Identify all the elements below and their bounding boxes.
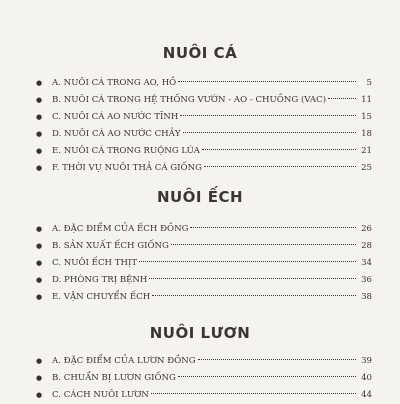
toc-item-page: 5 — [366, 78, 372, 88]
toc-item-page: 21 — [361, 146, 372, 156]
leader-dots — [180, 115, 356, 116]
leader-dots — [202, 149, 356, 150]
toc-item-label: A. ĐẶC ĐIỂM CỦA ẾCH ĐỒNG — [52, 224, 189, 234]
toc-item-page: 25 — [361, 163, 372, 173]
leader-dots — [149, 278, 356, 279]
leader-dots — [190, 227, 356, 228]
leader-dots — [183, 132, 356, 133]
bullet-icon: ● — [36, 96, 43, 104]
toc-item-page: 39 — [361, 356, 372, 366]
bullet-icon: ● — [36, 357, 43, 365]
bullet-icon: ● — [36, 242, 43, 250]
bullet-icon: ● — [36, 259, 43, 267]
section-title-nuoi-luon: NUÔI LƯƠN — [149, 324, 251, 342]
toc-item-label: C. NUÔI CÁ AO NƯỚC TĨNH — [52, 112, 179, 122]
toc-item-page: 28 — [361, 241, 372, 251]
bullet-icon: ● — [36, 374, 43, 382]
bullet-icon: ● — [36, 79, 43, 87]
leader-dots — [178, 81, 356, 82]
toc-item[interactable] — [36, 143, 372, 160]
toc-item[interactable] — [36, 126, 372, 143]
toc-item-page: 15 — [361, 112, 372, 122]
bullet-icon: ● — [36, 147, 43, 155]
bullet-icon: ● — [36, 391, 43, 399]
bullet-icon: ● — [36, 113, 43, 121]
section-title-nuoi-ca: NUÔI CÁ — [162, 44, 238, 62]
leader-dots — [152, 295, 356, 296]
bullet-icon: ● — [36, 130, 43, 138]
toc-list-nuoi-luon — [36, 353, 372, 404]
toc-item[interactable] — [36, 255, 372, 272]
leader-dots — [178, 376, 356, 377]
toc-item[interactable] — [36, 75, 372, 92]
toc-item[interactable] — [36, 387, 372, 404]
leader-dots — [204, 166, 356, 167]
toc-item-label: E. VẬN CHUYỂN ẾCH — [52, 292, 151, 302]
toc-item-label: C. NUÔI ẾCH THỊT — [52, 258, 138, 268]
toc-item-page: 36 — [361, 275, 372, 285]
toc-item[interactable] — [36, 289, 372, 306]
section-title-nuoi-ech: NUÔI ẾCH — [156, 188, 244, 206]
toc-item-label: B. NUÔI CÁ TRONG HỆ THỐNG VƯỜN - AO - CHUỒNG (VAC) — [52, 95, 327, 105]
toc-item-page: 40 — [361, 373, 372, 383]
leader-dots — [139, 261, 356, 262]
toc-item[interactable] — [36, 353, 372, 370]
leader-dots — [328, 98, 356, 99]
toc-item-page: 38 — [361, 292, 372, 302]
toc-item[interactable] — [36, 238, 372, 255]
toc-item-label: B. SẢN XUẤT ẾCH GIỐNG — [52, 241, 169, 251]
bullet-icon: ● — [36, 164, 43, 172]
toc-item[interactable] — [36, 160, 372, 177]
bullet-icon: ● — [36, 225, 43, 233]
bullet-icon: ● — [36, 293, 43, 301]
leader-dots — [151, 393, 356, 394]
toc-item-page: 44 — [361, 390, 372, 400]
bullet-icon: ● — [36, 276, 43, 284]
toc-item-page: 26 — [361, 224, 372, 234]
toc-item[interactable] — [36, 92, 372, 109]
leader-dots — [198, 359, 356, 360]
toc-item[interactable] — [36, 221, 372, 238]
toc-list-nuoi-ca — [36, 75, 372, 177]
toc-item-label: E. NUÔI CÁ TRONG RUỘNG LÚA — [52, 146, 200, 156]
toc-item-label: A. NUÔI CÁ TRONG AO, HỒ — [52, 78, 177, 88]
toc-item-label: D. NUÔI CÁ AO NƯỚC CHẢY — [52, 129, 181, 139]
toc-item-label: D. PHÒNG TRỊ BỆNH — [52, 275, 148, 285]
leader-dots — [171, 244, 356, 245]
toc-item-page: 11 — [361, 95, 372, 105]
toc-item-page: 34 — [361, 258, 372, 268]
toc-item-label: A. ĐẶC ĐIỂM CỦA LƯƠN ĐỒNG — [52, 356, 196, 366]
toc-item-label: B. CHUẨN BỊ LƯƠN GIỐNG — [52, 373, 176, 383]
toc-item[interactable] — [36, 370, 372, 387]
toc-item-label: C. CÁCH NUÔI LƯƠN — [52, 390, 149, 400]
toc-item-label: F. THỜI VỤ NUÔI THẢ CÁ GIỐNG — [52, 163, 202, 173]
toc-item[interactable] — [36, 272, 372, 289]
toc-item-page: 18 — [361, 129, 372, 139]
toc-list-nuoi-ech — [36, 221, 372, 306]
toc-item[interactable] — [36, 109, 372, 126]
